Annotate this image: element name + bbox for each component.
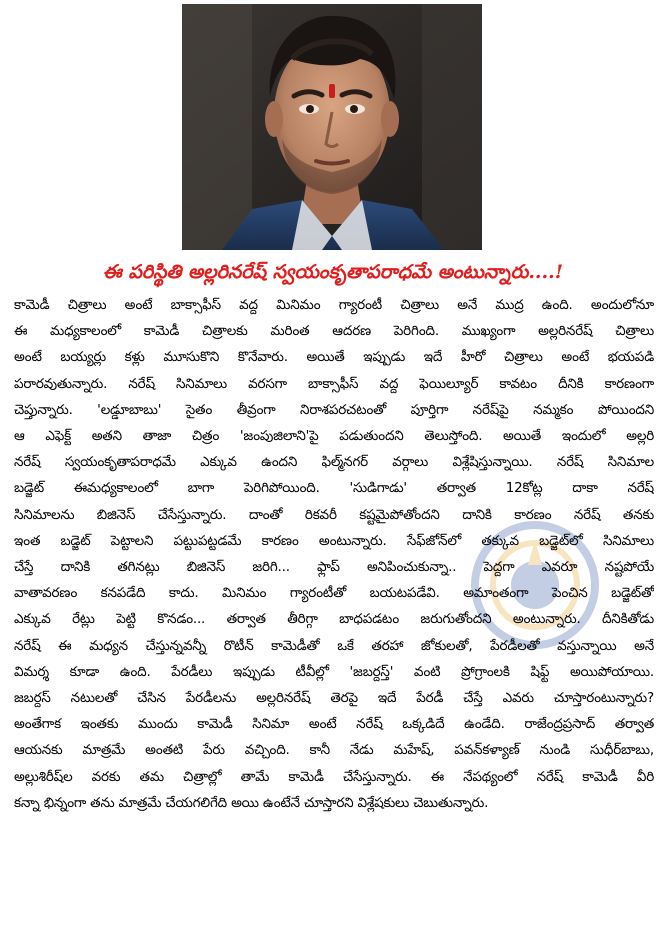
article-line: ఆయనకు మాత్రమే అంతటి పేరు వచ్చింది. కానీ నేడు మహేష్, పవన్‌కళ్యాణ్ నుండి సుధీర్‌బాబు, [14, 742, 654, 759]
article-photo [182, 4, 482, 250]
article-line: అంతేగాక ఇంతకు ముందు కామెడీ సినిమా అంటే నరేష్ ఒక్కడిదే ఉండేది. రాజేంద్రప్రసాద్ తర్వాత [14, 716, 654, 733]
article-body [14, 292, 654, 922]
article-line: చేస్తే దానికి తగినట్లు బిజినెస్ జరిగి... ఫ్లాప్ అనిపించుకున్నా.. పెద్దగా ఎవరూ నష్టపోయే [14, 559, 654, 576]
article-line: ఆ ఎఫెక్ట్ అతని తాజా చిత్రం 'జంపుజిలాని'పై పడుతుందని తెలుస్తోంది. అయితే ఇందులో అల్లరి [14, 428, 654, 445]
article-line: అంటే బయ్యర్లు కళ్లు మూసుకొని కొనేవారు. అయితే ఇప్పుడు ఇదే హీరో చిత్రాలు అంటే భయపడి [14, 349, 654, 366]
article-line: అల్లుశిరీష్‌ల వరకు తమ చిత్రాల్లో తామే కామెడీ చేసేస్తున్నారు. ఈ నేపథ్యంలో నరేష్ కామెడీ వీరి [14, 768, 654, 785]
article-line: ఈ మధ్యకాలంలో కామెడీ చిత్రాలకు మరింత ఆదరణ పెరిగింది. ముఖ్యంగా అల్లరినరేష్ చిత్రాలు [14, 323, 654, 340]
headline: ఈ పరిస్థితి అల్లరినరేష్ స్వయంకృతాపరాధమే అంటున్నారు....! [102, 261, 564, 283]
article-line: నరేష్ స్వయంకృతాపరాధమే ఎక్కువ ఉందని ఫిల్మ్‌నగర్ వర్గాలు విశ్లేషిస్తున్నాయి. నరేష్ సినిమాల [14, 454, 654, 471]
article-line: ఇంత బడ్జెట్ పెట్టాలని పట్టుపట్టడమే కారణం అంటున్నారు. సేఫ్‌జోన్‌లో తక్కువ బడ్జెట్‌లో సినిమాలు [14, 532, 654, 549]
article-line: కన్నా భిన్నంగా తను మాత్రమే చేయగలిగేది అయి ఉంటేనే చూస్తారని విశ్లేషకులు చెబుతున్నారు. [14, 794, 489, 811]
article-line: పరారవుతున్నారు. నరేష్ సినిమాలు వరసగా బాక్సాఫీస్ వద్ద ఫెయిల్యూర్ కావటం దీనికి కారణంగా [14, 375, 654, 392]
article-line: కామెడీ చిత్రాలు అంటే బాక్సాఫీస్ వద్ద మినిమం గ్యారంటీ చిత్రాలు అనే ముద్ర ఉంది. అందులోనూ [14, 297, 654, 313]
article-line: నరేష్ ఈ మధ్యన చేస్తున్నవన్నీ రొటీన్ కామెడీతో ఒకే తరహా జోకులతో, పేరడీలతో వస్తున్నాయి అనే [14, 637, 654, 654]
portrait-image [182, 4, 482, 250]
article-line: ఎక్కువ రేట్లు పెట్టి కొనడం... తర్వాత తీరిగ్గా బాధపడటం జరుగుతోందని అంటున్నారు. దీనికితోడు [14, 611, 654, 628]
article-line: జబర్దస్ నటులతో చేసిన పేరడీలను అల్లరినరేష్ తెరపై ఇదే పేరడీ చేస్తే ఎవరు చూస్తారంటున్నారు? [14, 690, 654, 707]
article-line: చెప్తున్నారు. 'లడ్డూబాబు' సైతం తీవ్రంగా నిరాశపరచటంతో పూర్తిగా నరేష్‌పై నమ్మకం పోయిందని [14, 401, 654, 418]
article-line: వాతావరణం కనపడేది కాదు. మినిమం గ్యారంటీతో బయటపడేవి. అమాంతంగా పెంచిన బడ్జెట్‌తో [14, 585, 654, 602]
article-line: సినిమాలను బిజినెస్ చేసేస్తున్నారు. దాంతో రికవరీ కష్టమైపోతోందని దానికి కారణం నరేష్ తనకు [14, 506, 654, 523]
article-line: బడ్జెట్ ఈమధ్యకాలంలో బాగా పెరిగిపోయింది. 'సుడిగాడు' తర్వాత 12కోట్ల దాకా నరేష్ [14, 480, 654, 497]
article-line: విమర్శ కూడా ఉంది. పేరడీలు ఇప్పుడు టీవీల్లో 'జబర్దస్త్' వంటి ప్రోగ్రాంలకి షిఫ్ట్ అయిపోయాయి. [14, 663, 654, 680]
